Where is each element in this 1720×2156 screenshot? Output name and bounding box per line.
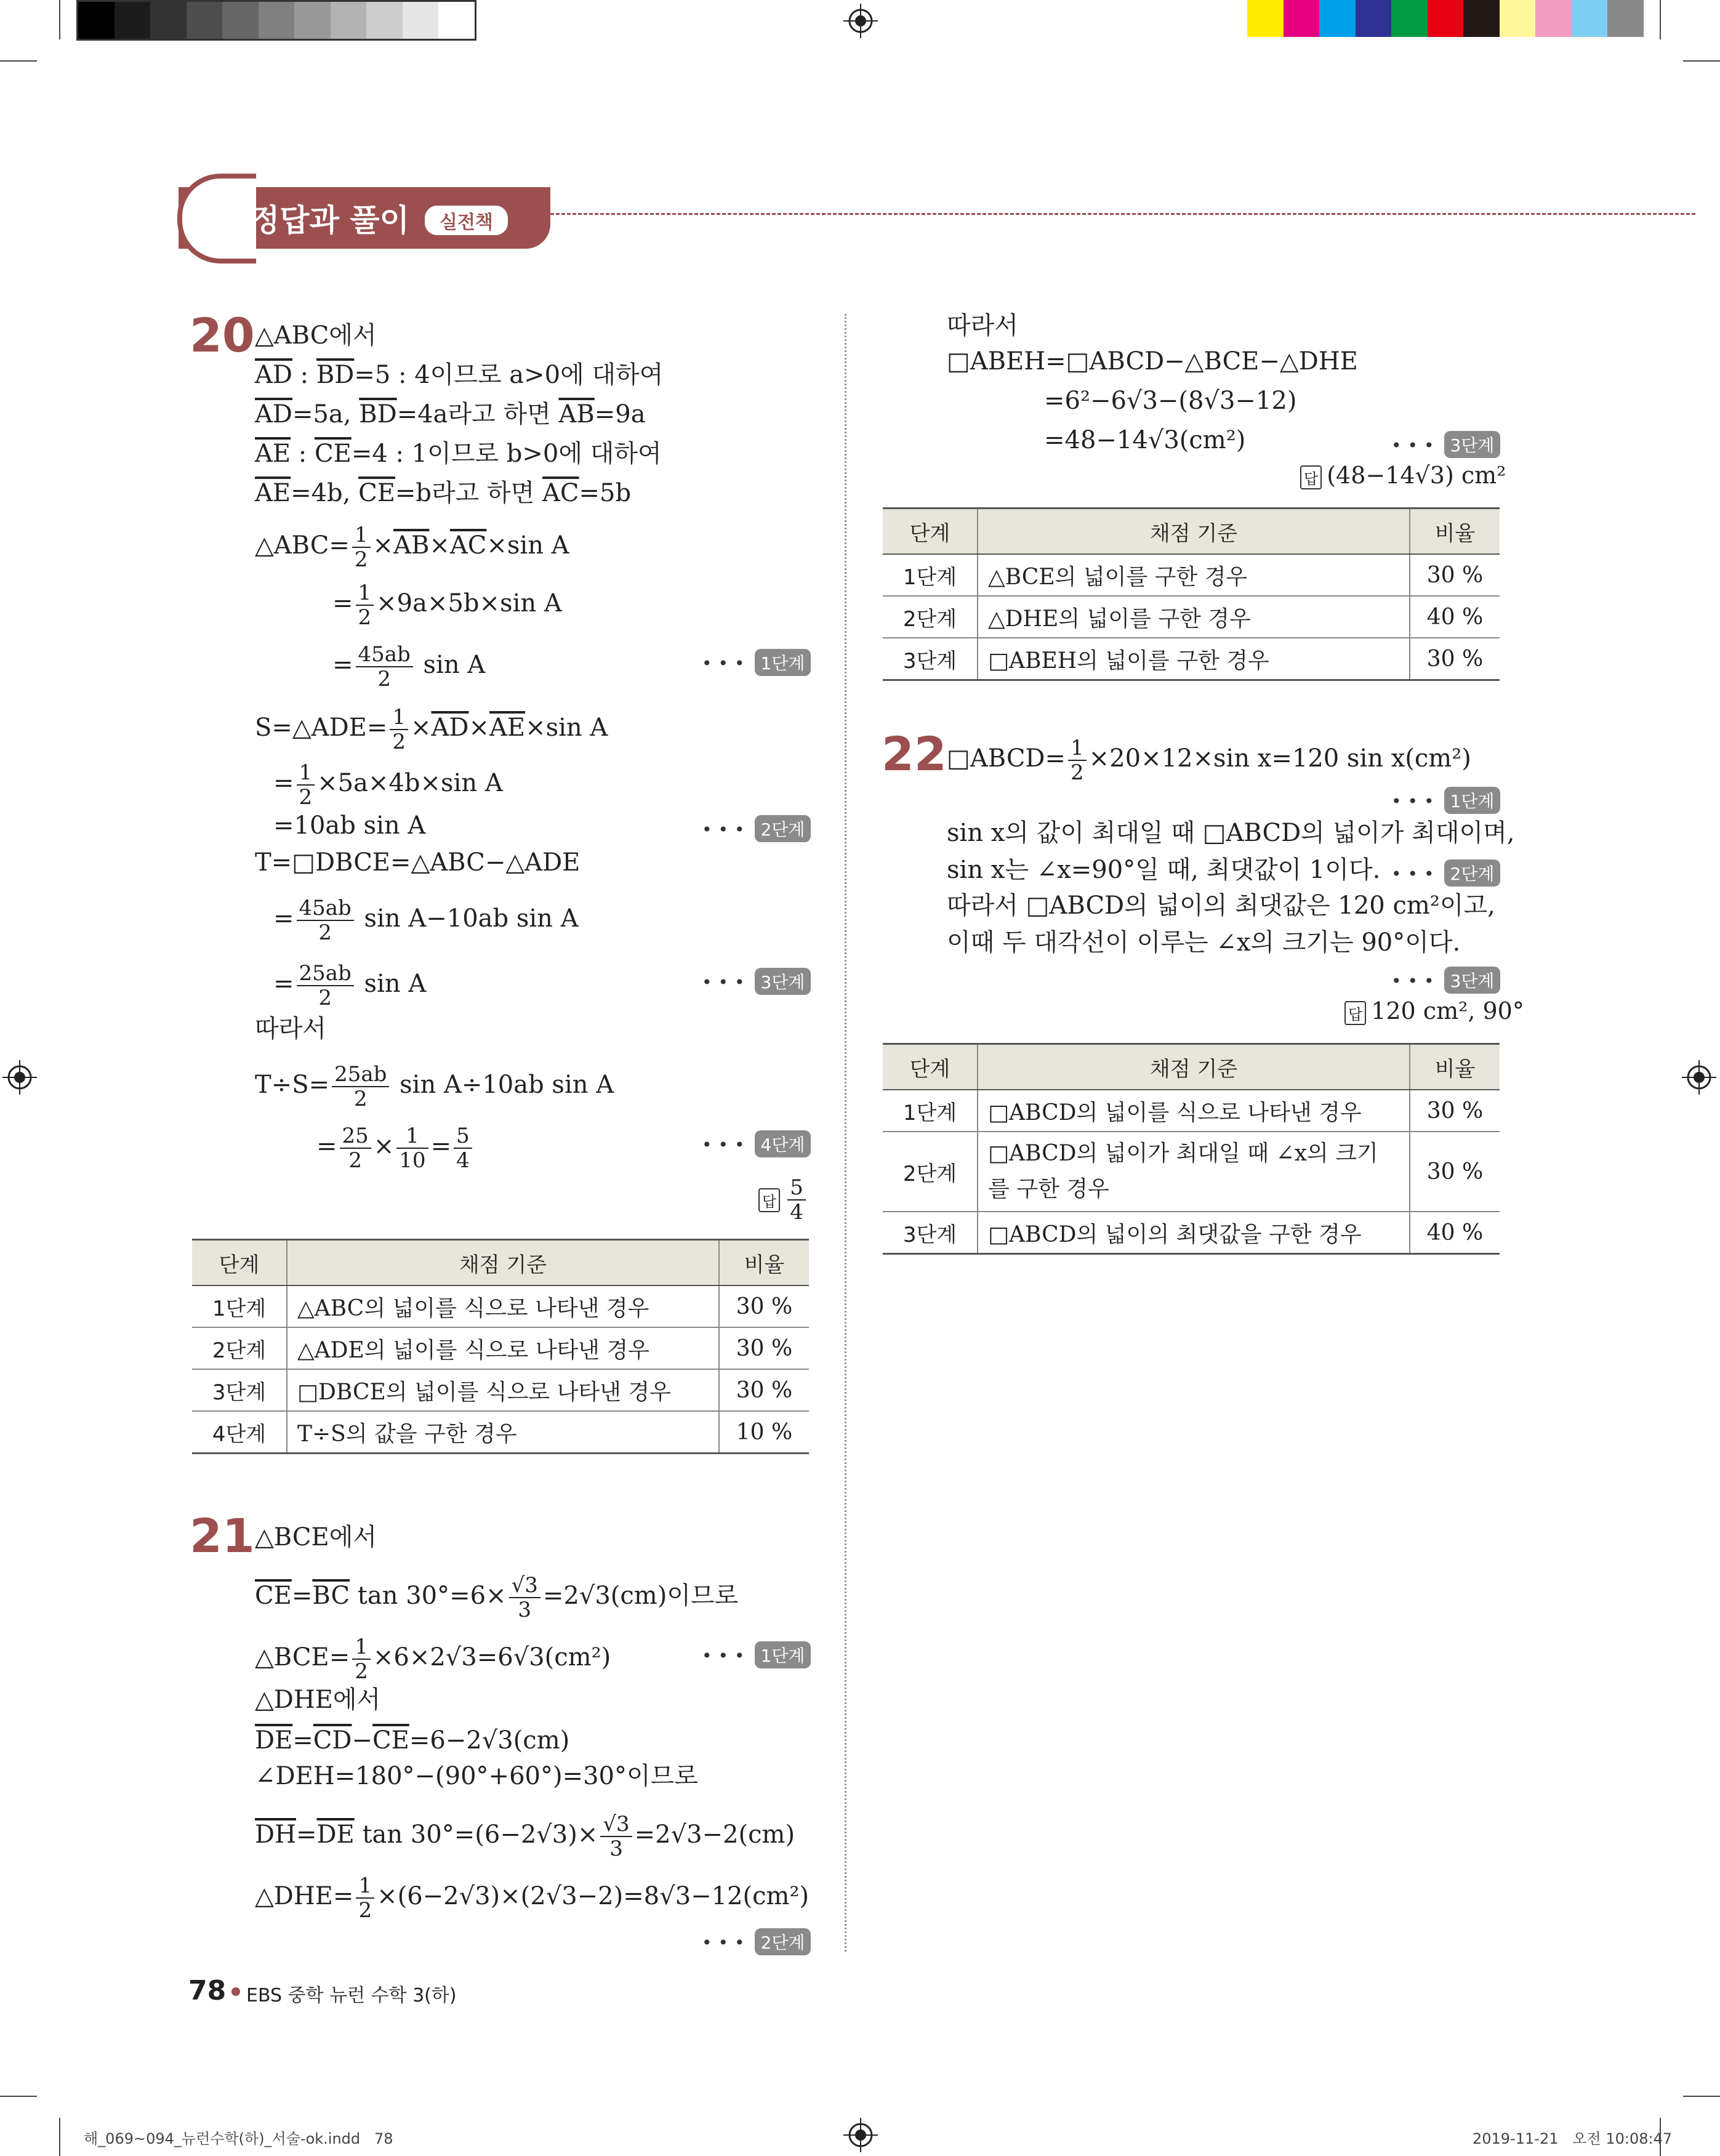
- crop-line: [1683, 60, 1720, 62]
- table-row: 4단계 T÷S의 값을 구한 경우 10 %: [192, 1411, 809, 1454]
- math-line: $\overline{CE}=\overline{BC}$ tan 30°=6× $\frac{√3}{3}$ =2√3(cm)이므로: [255, 1573, 739, 1622]
- print-date: 2019-11-21 오전 10:08:47: [1473, 2130, 1673, 2147]
- step-marker: ••• 3단계: [702, 968, 811, 995]
- table-row: 2단계 △DHE의 넓이를 구한 경우 40 %: [883, 596, 1500, 638]
- grading-table-20: 단계 채점 기준 비율 1단계 △ABC의 넓이를 식으로 나타낸 경우 30 % 2단계 △ADE의 넓이를 식으로 나타낸 경우 30 % 3단계 □DBCE의 넓이를 식으로 나타낸 경우 30 % 4단계 T÷S의 값을 구한 경우 10 %: [192, 1239, 809, 1454]
- math-line: $\overline{AD}=5a$, $\overline{BD}=4a$라고 하면 $\overline{AB}=9a$: [255, 400, 646, 428]
- math-line: □ABCD= $\frac{1}{2}$ ×20×12×sin x=120 sin x(cm²): [947, 736, 1471, 785]
- crop-line: [1683, 2096, 1720, 2097]
- math-line: T÷S= $\frac{25ab}{2}$ sin A÷10ab sin A: [255, 1062, 614, 1111]
- text-line: △DHE에서: [255, 1686, 381, 1714]
- column-divider: [845, 314, 846, 1952]
- math-line: $\overline{AE}$ : $\overline{CE}=4$ : 1이므로 b>0에 대하여: [255, 440, 662, 468]
- book-title: EBS 중학 뉴런 수학 3(하): [246, 1985, 457, 2006]
- page-number: 78: [188, 1975, 227, 2006]
- step-marker: ••• 2단계: [1391, 859, 1500, 887]
- question-number: 20: [190, 308, 255, 363]
- registration-mark-left: [2, 1060, 37, 1095]
- math-line: = $\frac{1}{2}$ ×5a×4b×sin A: [273, 760, 503, 810]
- text-line: 따라서 □ABCD의 넓이의 최댓값은 120 cm²이고,: [947, 891, 1495, 920]
- header-rule: [550, 213, 1695, 215]
- table-row: 3단계 □ABEH의 넓이를 구한 경우 30 %: [883, 638, 1500, 680]
- math-line: $\overline{AE}=4b$, $\overline{CE}=b$라고 하면 $\overline{AC}=5b$: [255, 479, 632, 507]
- math-line: △ABC= $\frac{1}{2}$ $\times\overline{AB}\times\overline{AC}\times\sin$ A: [255, 523, 569, 572]
- crop-line: [1660, 0, 1661, 39]
- header-arc: [177, 174, 256, 263]
- math-line: $\overline{DH}=\overline{DE}$ tan 30°=(6−2√3)× $\frac{√3}{3}$ =2√3−2(cm): [255, 1812, 795, 1861]
- math-line: △BCE= $\frac{1}{2}$ ×6×2√3=6√3(cm²): [255, 1635, 611, 1684]
- registration-mark-bottom: [843, 2118, 878, 2152]
- question-number: 22: [882, 726, 947, 781]
- crop-line: [0, 60, 37, 62]
- math-line: ∠DEH=180°−(90°+60°)=30°이므로: [255, 1762, 698, 1790]
- step-marker: ••• 4단계: [702, 1130, 811, 1157]
- math-line: T=□DBCE=△ABC−△ADE: [255, 848, 581, 877]
- footer-dot: [231, 1987, 240, 1996]
- table-row: 1단계 □ABCD의 넓이를 식으로 나타낸 경우 30 %: [883, 1090, 1500, 1132]
- grading-table-22: 단계 채점 기준 비율 1단계 □ABCD의 넓이를 식으로 나타낸 경우 30 % 2단계 □ABCD의 넓이가 최대일 때 ∠x의 크기를 구한 경우 30 % 3단계 □ABCD의 넓이의 최댓값을 구한 경우 40 %: [883, 1043, 1500, 1255]
- math-line: △DHE= $\frac{1}{2}$ ×(6−2√3)×(2√3−2)=8√3−12(cm²): [255, 1873, 810, 1923]
- crop-line: [0, 2096, 37, 2097]
- table-row: 1단계 △BCE의 넓이를 구한 경우 30 %: [883, 554, 1500, 596]
- math-line: = $\frac{25ab}{2}$ sin A: [273, 961, 427, 1010]
- answer: 답 (48−14√3) cm²: [1300, 462, 1506, 489]
- page-title: 정답과 풀이: [250, 203, 409, 238]
- table-row: 3단계 □DBCE의 넓이를 식으로 나타낸 경우 30 %: [192, 1369, 809, 1411]
- math-line: = $\frac{25}{2}$ × $\frac{1}{10}$ = $\frac{5}{4}$: [316, 1124, 475, 1172]
- math-line: = $\frac{1}{2}$ ×9a×5b×sin A: [332, 581, 562, 630]
- text-line: △ABC에서: [255, 321, 377, 350]
- grayscale-bar: [76, 0, 476, 41]
- answer: 답 120 cm², 90°: [1344, 997, 1524, 1025]
- math-line: =48−14√3(cm²): [1044, 426, 1246, 454]
- file-name: 해_069~094_뉴런수학(하)_서술-ok.indd 78: [84, 2130, 393, 2147]
- text-line: △BCE에서: [255, 1523, 377, 1551]
- table-row: 2단계 △ADE의 넓이를 식으로 나타낸 경우 30 %: [192, 1327, 809, 1369]
- math-line: = $\frac{45ab}{2}$ sin A: [332, 642, 486, 691]
- book-badge: 실전책: [425, 206, 508, 235]
- math-line: S=△ADE= $\frac{1}{2}$ $\times\overline{AD}\times\overline{AE}\times\sin$ A: [255, 705, 608, 754]
- math-line: =6²−6√3−(8√3−12): [1044, 387, 1297, 415]
- registration-mark-top: [843, 4, 878, 38]
- answer: 답 $\frac{5}{4}$: [758, 1176, 808, 1224]
- crop-line: [59, 0, 60, 39]
- text-line: sin x는 ∠x=90°일 때, 최댓값이 1이다.: [947, 856, 1381, 884]
- color-bar: [1247, 0, 1644, 37]
- math-line: $\overline{DE}=\overline{CD}-\overline{CE}=6-2√3(cm)$: [255, 1726, 570, 1755]
- text-line: sin x의 값이 최대일 때 □ABCD의 넓이가 최대이며,: [947, 819, 1515, 847]
- text-line: 이때 두 대각선이 이루는 ∠x의 크기는 90°이다.: [947, 928, 1461, 957]
- step-marker: ••• 3단계: [1391, 431, 1500, 458]
- step-marker: ••• 1단계: [702, 649, 811, 676]
- crop-line: [59, 2118, 60, 2156]
- grading-table-21: 단계 채점 기준 비율 1단계 △BCE의 넓이를 구한 경우 30 % 2단계 △DHE의 넓이를 구한 경우 40 % 3단계 □ABEH의 넓이를 구한 경우 30 %: [883, 507, 1500, 681]
- step-marker: ••• 3단계: [1391, 967, 1500, 994]
- question-number: 21: [190, 1508, 255, 1563]
- text-line: 따라서: [255, 1015, 326, 1043]
- table-row: 2단계 □ABCD의 넓이가 최대일 때 ∠x의 크기를 구한 경우 30 %: [883, 1132, 1500, 1212]
- table-row: 1단계 △ABC의 넓이를 식으로 나타낸 경우 30 %: [192, 1285, 809, 1327]
- math-line: = $\frac{45ab}{2}$ sin A−10ab sin A: [273, 896, 579, 945]
- text-line: 따라서: [947, 312, 1018, 340]
- step-marker: ••• 1단계: [1391, 787, 1500, 814]
- step-marker: ••• 1단계: [702, 1641, 811, 1668]
- step-marker: ••• 2단계: [702, 815, 811, 842]
- step-marker: ••• 2단계: [702, 1928, 811, 1955]
- registration-mark-right: [1682, 1060, 1716, 1095]
- math-line: =10ab sin A: [273, 811, 426, 840]
- math-line: □ABEH=□ABCD−△BCE−△DHE: [947, 347, 1358, 376]
- table-row: 3단계 □ABCD의 넓이의 최댓값을 구한 경우 40 %: [883, 1212, 1500, 1254]
- math-line: $\overline{AD}$ : $\overline{BD}=5$ : 4이므로 a>0에 대하여: [255, 361, 664, 389]
